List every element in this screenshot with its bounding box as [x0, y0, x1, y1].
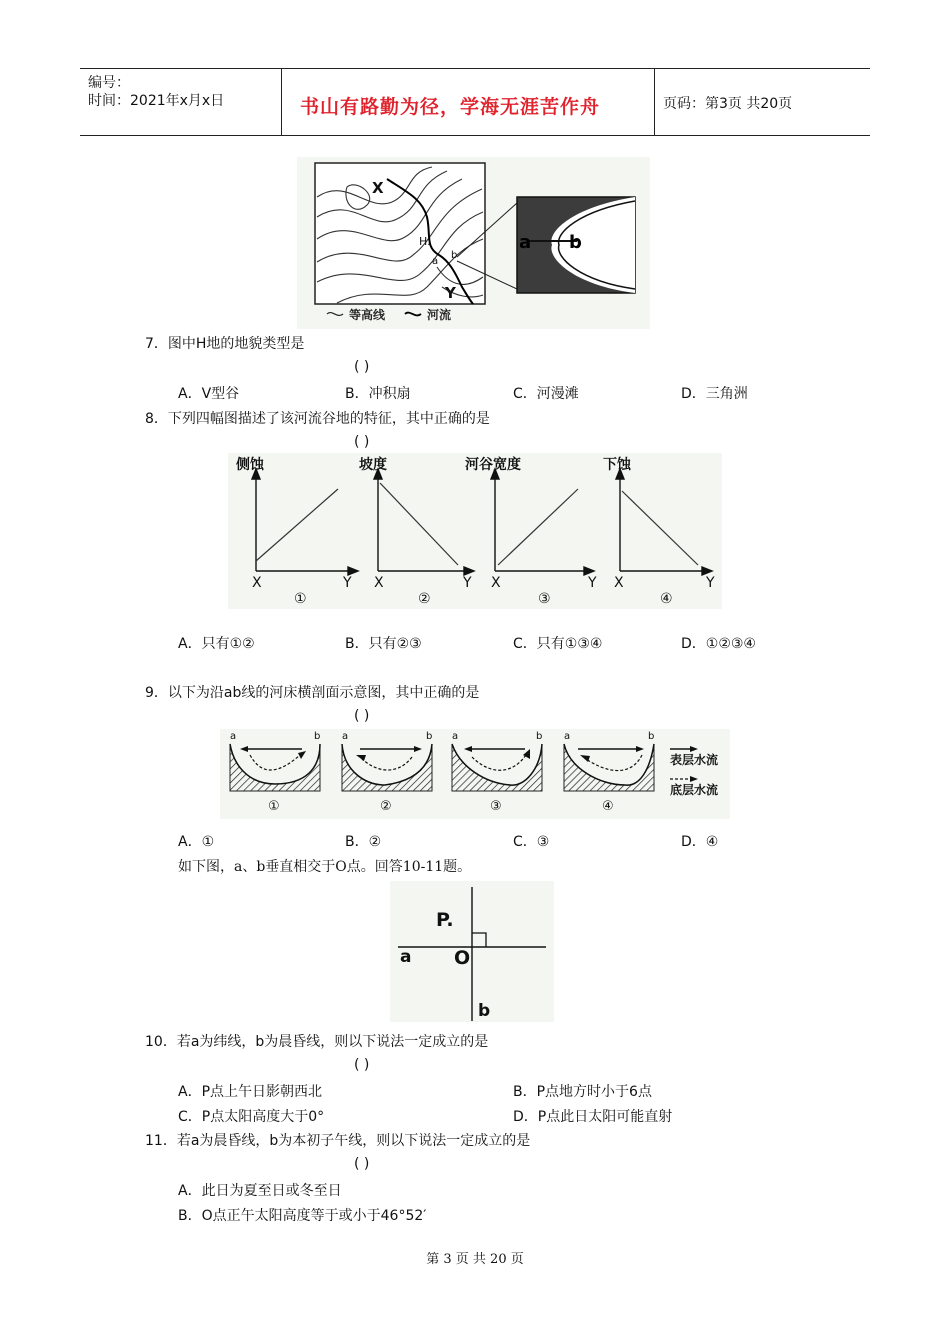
q8-stem: 8．下列四幅图描述了该河流谷地的特征，其中正确的是 — [145, 411, 490, 427]
q8-answer-paren: ( ) — [354, 434, 370, 450]
contour-map-svg — [297, 157, 650, 329]
q10-option-c: C．P点太阳高度大于0° — [178, 1109, 325, 1125]
contour-map-figure — [297, 157, 650, 329]
chart1-xlabel-right: Y — [343, 575, 352, 591]
q9-crosssection-svg — [220, 729, 730, 819]
header-motto: 书山有路勤为径，学海无涯苦作舟 — [300, 96, 601, 118]
q8-option-a: A．只有①② — [178, 636, 255, 652]
line-b-label: b — [478, 1001, 491, 1021]
q10-stem: 10．若a为纬线，b为晨昏线，则以下说法一定成立的是 — [145, 1034, 489, 1050]
panel3-label-b: b — [536, 731, 543, 742]
panel1-number: ① — [268, 799, 280, 814]
line-a-label: a — [400, 947, 412, 967]
panel3-number: ③ — [490, 799, 502, 814]
chart3-xlabel-left: X — [491, 575, 501, 591]
panel4-number: ④ — [602, 799, 614, 814]
chart2-xlabel-right: Y — [463, 575, 472, 591]
chart4-xlabel-left: X — [614, 575, 624, 591]
legend-river: 河流 — [427, 308, 452, 322]
map-label-h: H. — [419, 235, 431, 248]
map-label-a-small: a — [432, 256, 439, 267]
chart1-ylabel: 侧蚀 — [236, 457, 264, 473]
header-top-rule — [80, 68, 870, 69]
header-bottom-rule — [80, 135, 870, 136]
q10-11-intro: 如下图，a、b垂直相交于O点。回答10-11题。 — [178, 859, 472, 875]
chart2-number: ② — [418, 591, 431, 607]
q9-stem: 9．以下为沿ab线的河床横剖面示意图，其中正确的是 — [145, 685, 480, 701]
legend-contour: 等高线 — [349, 308, 386, 322]
panel2-label-a: a — [342, 731, 349, 742]
q7-option-b: B．冲积扇 — [345, 386, 411, 402]
q9-answer-paren: ( ) — [354, 708, 370, 724]
chart1-xlabel-left: X — [252, 575, 262, 591]
q9-crosssection-figure — [220, 729, 730, 819]
chart4-ylabel: 下蚀 — [603, 457, 631, 473]
q9-option-b: B．② — [345, 834, 382, 850]
chart1-number: ① — [294, 591, 307, 607]
axes-figure — [390, 881, 554, 1022]
point-o-label: O — [454, 947, 471, 969]
chart3-number: ③ — [538, 591, 551, 607]
chart2-ylabel: 坡度 — [359, 457, 387, 473]
q7-option-a: A．V型谷 — [178, 386, 240, 402]
panel1-label-b: b — [314, 731, 321, 742]
chart4-number: ④ — [660, 591, 673, 607]
q7-option-d: D．三角洲 — [681, 386, 748, 402]
panel4-label-b: b — [648, 731, 655, 742]
q10-option-a: A．P点上午日影朝西北 — [178, 1084, 323, 1100]
panel1-label-a: a — [230, 731, 237, 742]
q7-answer-paren: ( ) — [354, 359, 370, 375]
zoom-label-a: a — [519, 232, 532, 253]
map-label-y: Y — [445, 284, 456, 302]
panel3-label-a: a — [452, 731, 459, 742]
header-divider — [281, 68, 282, 135]
point-p-label: P. — [436, 909, 454, 931]
page-footer: 第 3 页 共 20 页 — [426, 1252, 524, 1267]
q7-option-c: C．河漫滩 — [513, 386, 579, 402]
q8-option-c: C．只有①③④ — [513, 636, 603, 652]
header-time-label: 时间：2021年x月x日 — [88, 93, 225, 109]
header-page-label: 页码：第3页 共20页 — [663, 96, 793, 112]
q8-charts-figure — [228, 453, 722, 609]
legend-surface-flow: 表层水流 — [670, 753, 719, 767]
q11-answer-paren: ( ) — [354, 1156, 370, 1172]
q10-answer-paren: ( ) — [354, 1057, 370, 1073]
q9-option-d: D．④ — [681, 834, 719, 850]
chart3-xlabel-right: Y — [588, 575, 597, 591]
map-label-x: X — [372, 179, 384, 197]
header-code-label: 编号： — [88, 75, 130, 91]
q11-stem: 11．若a为晨昏线，b为本初子午线，则以下说法一定成立的是 — [145, 1133, 531, 1149]
q11-option-a: A．此日为夏至日或冬至日 — [178, 1183, 342, 1199]
map-label-b-small: b — [451, 250, 458, 261]
panel4-label-a: a — [564, 731, 571, 742]
legend-bottom-flow: 底层水流 — [670, 783, 719, 797]
q10-option-b: B．P点地方时小于6点 — [513, 1084, 652, 1100]
q8-option-b: B．只有②③ — [345, 636, 422, 652]
header-divider — [654, 68, 655, 135]
q9-option-a: A．① — [178, 834, 215, 850]
q8-charts-svg — [228, 453, 722, 609]
panel2-number: ② — [380, 799, 392, 814]
q9-option-c: C．③ — [513, 834, 550, 850]
chart2-xlabel-left: X — [374, 575, 384, 591]
panel2-label-b: b — [426, 731, 433, 742]
q8-option-d: D．①②③④ — [681, 636, 756, 652]
q7-stem: 7．图中H地的地貌类型是 — [145, 336, 305, 352]
zoom-label-b: b — [569, 232, 582, 253]
chart3-ylabel: 河谷宽度 — [465, 457, 521, 473]
q11-option-b: B．O点正午太阳高度等于或小于46°52′ — [178, 1208, 427, 1224]
q10-option-d: D．P点此日太阳可能直射 — [513, 1109, 673, 1125]
axes-svg — [390, 881, 554, 1022]
chart4-xlabel-right: Y — [706, 575, 715, 591]
